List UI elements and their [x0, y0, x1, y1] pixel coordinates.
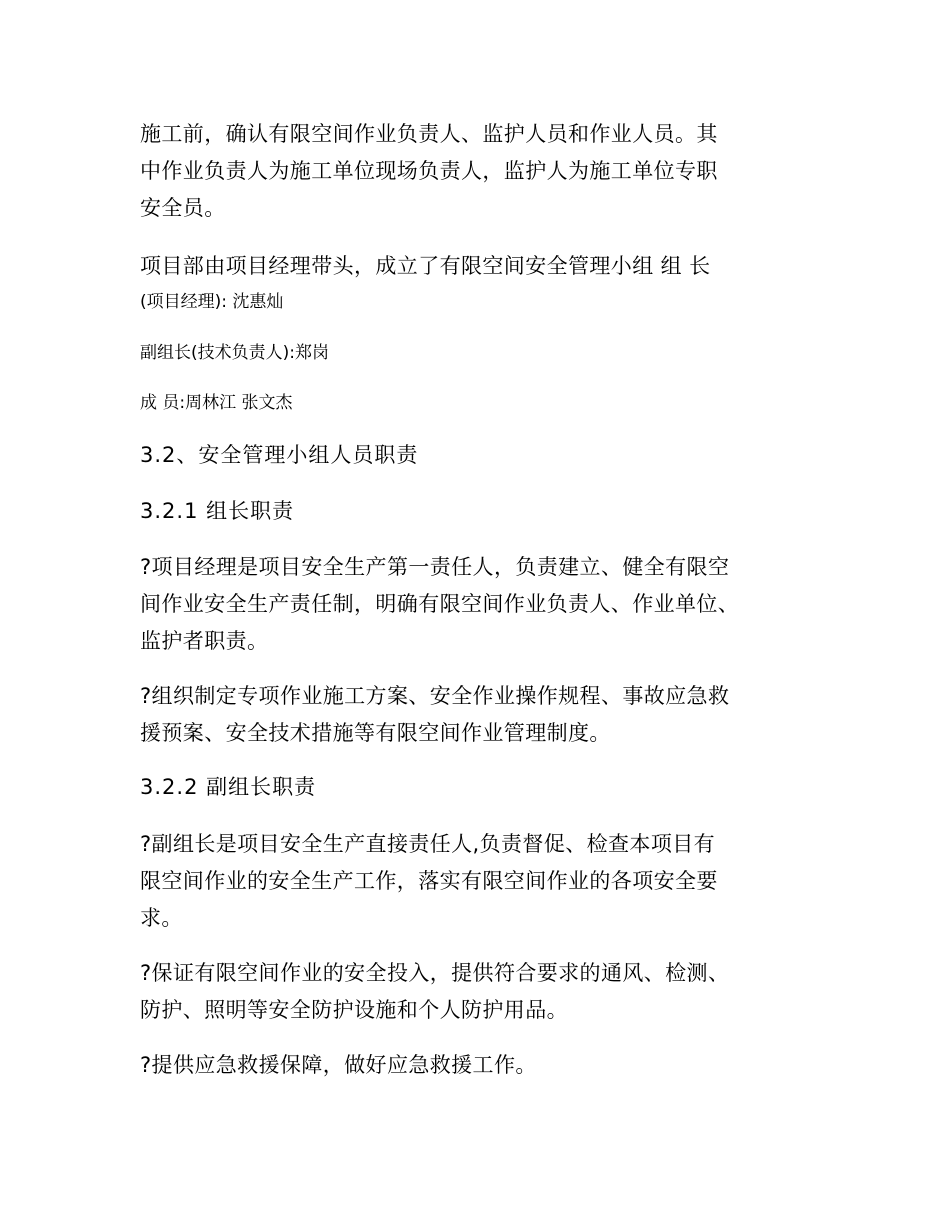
- text-line: 施工前，确认有限空间作业负责人、监护人员和作业人员。其: [140, 122, 718, 146]
- text-line: ?项目经理是项目安全生产第一责任人，负责建立、健全有限空: [140, 555, 730, 579]
- text-line: 求。: [140, 906, 183, 930]
- text-line: ?保证有限空间作业的安全投入，提供符合要求的通风、检测、: [140, 961, 730, 985]
- text-line: 援预案、安全技术措施等有限空间作业管理制度。: [140, 721, 611, 745]
- text-line: 中作业负责人为施工单位现场负责人，监护人为施工单位专职: [140, 159, 718, 183]
- text-line: 成 员:周林江 张文杰: [140, 393, 293, 413]
- text-line: 副组长(技术负责人):郑岗: [140, 343, 329, 363]
- paragraph-vice-duty-3: [140, 1047, 820, 1084]
- members-line: [140, 391, 820, 415]
- text-line: 安全员。: [140, 196, 226, 220]
- text-line: 项目部由项目经理带头，成立了有限空间安全管理小组 组 长: [140, 254, 711, 278]
- text-line: ?提供应急救援保障，做好应急救援工作。: [140, 1053, 537, 1077]
- text-line: 防护、照明等安全防护设施和个人防护用品。: [140, 998, 568, 1022]
- paragraph-leader-duty-2: [140, 678, 820, 752]
- paragraph-leader-duty-1: [140, 549, 820, 660]
- text-line: 监护者职责。: [140, 629, 269, 653]
- text-line: 限空间作业的安全生产工作，落实有限空间作业的各项安全要: [140, 869, 718, 893]
- section-heading-3-2-2: 3.2.2 副组长职责: [140, 775, 317, 799]
- text-line: ?组织制定专项作业施工方案、安全作业操作规程、事故应急救: [140, 684, 730, 708]
- section-heading-3-2: 3.2、安全管理小组人员职责: [140, 443, 419, 467]
- paragraph-team-formation: [140, 248, 820, 284]
- text-line: 间作业安全生产责任制，明确有限空间作业负责人、作业单位、: [140, 592, 740, 616]
- vice-leader-line: [140, 341, 820, 365]
- paragraph-vice-duty-1: [140, 826, 820, 937]
- text-line: (项目经理): 沈惠灿: [140, 292, 284, 312]
- paragraph-personnel: [140, 116, 820, 227]
- team-leader-line: [140, 290, 820, 314]
- section-heading-3-2-1: 3.2.1 组长职责: [140, 499, 295, 523]
- text-line: ?副组长是项目安全生产直接责任人,负责督促、检查本项目有: [140, 832, 716, 856]
- paragraph-vice-duty-2: [140, 955, 820, 1029]
